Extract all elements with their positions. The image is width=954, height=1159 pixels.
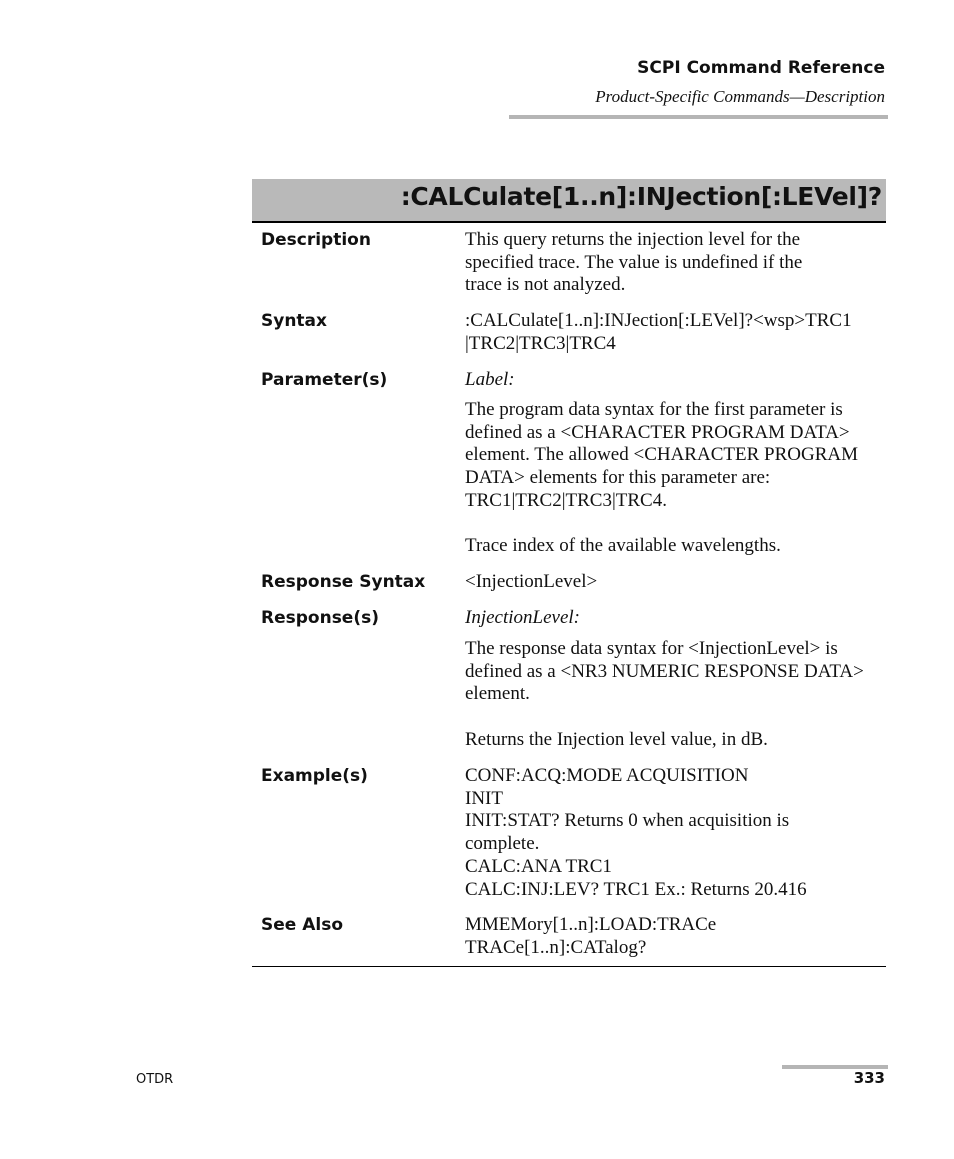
table-bottom-rule [252,966,886,967]
see-also-label: See Also [261,915,344,935]
parameter-description: The program data syntax for the first parameter is defined as a <CHARACTER PROGRAM DATA> element. The allowed <CHARACTER PROGRAM DATA> elements for this parameter are: TRC1|TRC2|TRC3|TRC4. [465,399,858,511]
description-label: Description [261,230,371,250]
footer-product: OTDR [136,1072,174,1087]
parameter-name: Label: [465,369,515,390]
response-syntax-text: <InjectionLevel> [465,571,598,592]
header-title: SCPI Command Reference [637,58,885,78]
syntax-label: Syntax [261,311,327,331]
response-name: InjectionLevel: [465,607,581,628]
header-rule [509,115,888,119]
see-also-text: MMEMory[1..n]:LOAD:TRACe TRACe[1..n]:CATalog? [465,914,717,958]
page-number: 333 [853,1069,885,1087]
responses-label: Response(s) [261,608,379,628]
examples-text: CONF:ACQ:MODE ACQUISITION INIT INIT:STAT? Returns 0 when acquisition is complete. CALC:ANA TRC1 CALC:INJ:LEV? TRC1 Ex.: Returns 20.416 [465,765,807,900]
parameter-note: Trace index of the available wavelengths. [465,535,781,556]
command-title: :CALCulate[1..n]:INJection[:LEVel]? [400,182,882,211]
response-syntax-label: Response Syntax [261,572,426,592]
response-note: Returns the Injection level value, in dB. [465,729,768,750]
syntax-text: :CALCulate[1..n]:INJection[:LEVel]?<wsp>TRC1 |TRC2|TRC3|TRC4 [465,310,852,354]
header-subtitle: Product-Specific Commands—Description [595,87,885,106]
response-description: The response data syntax for <InjectionLevel> is defined as a <NR3 NUMERIC RESPONSE DATA> element. [465,638,864,705]
description-text: This query returns the injection level for the specified trace. The value is undefined if the trace is not analyzed. [465,229,803,296]
examples-label: Example(s) [261,766,368,786]
parameters-label: Parameter(s) [261,370,388,390]
command-title-bar [252,179,886,223]
